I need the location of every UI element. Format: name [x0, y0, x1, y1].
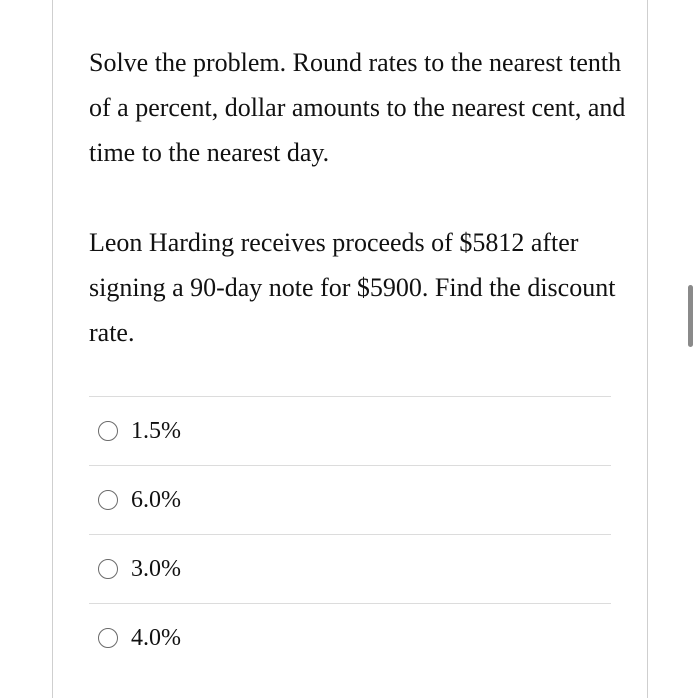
radio-button-icon[interactable] [98, 559, 118, 579]
radio-button-icon[interactable] [98, 421, 118, 441]
question-problem-text: Leon Harding receives proceeds of $5812 after signing a 90-day note for $5900. Find the discount rate. [89, 228, 616, 347]
answer-option-4[interactable] [89, 603, 611, 672]
radio-button-icon[interactable] [98, 490, 118, 510]
question-instructions: Solve the problem. Round rates to the nearest tenth of a percent, dollar amounts to the nearest cent, and time to the nearest day. [89, 48, 626, 167]
scrollbar-thumb[interactable] [688, 285, 693, 347]
answer-option-2[interactable] [89, 465, 611, 534]
radio-button-icon[interactable] [98, 628, 118, 648]
answer-options [89, 396, 611, 672]
answer-option-3[interactable] [89, 534, 611, 603]
answer-option-label: 6.0% [131, 487, 181, 513]
answer-option-1[interactable] [89, 396, 611, 465]
answer-option-label: 1.5% [131, 418, 181, 444]
answer-option-label: 4.0% [131, 625, 181, 651]
answer-option-label: 3.0% [131, 556, 181, 582]
